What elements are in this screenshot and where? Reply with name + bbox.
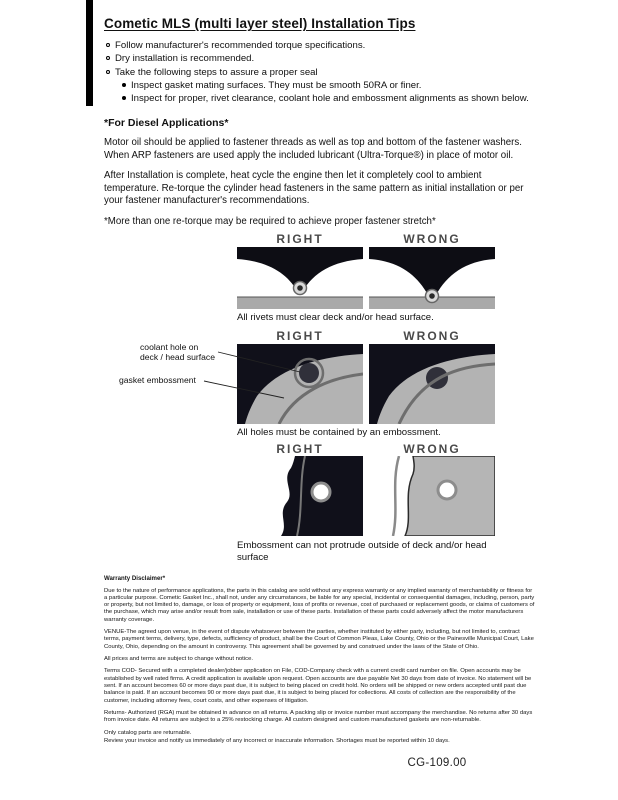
legal-paragraph: All prices and terms are subject to change without notice. bbox=[104, 656, 253, 663]
diesel-paragraph-2: After Installation is complete, heat cycle the engine then let it completely cool to ambient temperature. Re-torque the cylinder head fasteners in the same pattern as initial installation or per your fastener manufacturer's recommendations. bbox=[104, 170, 524, 206]
diesel-heading: *For Diesel Applications* bbox=[104, 117, 229, 130]
tip-sub-text: Inspect gasket mating surfaces. They must be smooth 50RA or finer. bbox=[131, 79, 422, 91]
tip-text: Take the following steps to assure a proper seal bbox=[115, 66, 318, 78]
diagram-rivet-wrong bbox=[369, 247, 495, 309]
deck-surface bbox=[237, 297, 363, 309]
coolant-hole bbox=[299, 363, 319, 383]
tip-sub-item bbox=[120, 93, 540, 105]
wrong-label-row3: WRONG bbox=[403, 442, 461, 456]
callout-embossment: gasket embossment bbox=[119, 375, 196, 385]
caption-holes: All holes must be contained by an embossment. bbox=[237, 427, 441, 438]
legal-paragraph: Terms COD- Secured with a completed dealer/jobber application on File, COD-Company check with a current credit card number on file. Open accounts may be established by well rated firms. A credit application is available upon request. Open accounts are due payable Net 30 days from date of invoice. No statement will be sent. If an account becomes 60 or more days past due, it is subject to being placed on credit hold. No orders will be shipped or new orders accepted until past due balance is paid. If an account becomes 90 or more days past due, it is subject to being placed for collections. All costs of collection are the responsibility of the customer, including attorney fees, court costs, and other expenses of litigation. bbox=[104, 668, 532, 704]
emboss-wrong-illustration bbox=[369, 456, 495, 536]
circle-bullet-marker bbox=[106, 70, 110, 74]
diagram-rivet-right bbox=[237, 247, 363, 309]
circle-bullet-marker bbox=[106, 43, 110, 47]
retorque-note: *More than one re-torque may be required to achieve proper fastener stretch* bbox=[104, 216, 436, 228]
legal-section bbox=[104, 575, 536, 750]
tip-text: Dry installation is recommended. bbox=[115, 53, 255, 65]
tip-item bbox=[104, 67, 540, 79]
hole-wrong-illustration bbox=[369, 344, 495, 424]
right-label-row3: RIGHT bbox=[276, 442, 324, 456]
legal-paragraph: Returns- Authorized (RGA) must be obtained in advance on all returns. A packing slip or invoice number must accompany the merchandise. No returns after 30 days from invoice date. All returns are subject to a 25% restocking charge. All custom designed and custom manufactured gaskets are non-returnable. bbox=[104, 709, 533, 724]
tip-item bbox=[104, 53, 540, 65]
dot-bullet-marker bbox=[122, 96, 126, 100]
wrong-label-row1: WRONG bbox=[403, 232, 461, 246]
binding-strip bbox=[86, 0, 93, 106]
bolt-hole bbox=[312, 483, 330, 501]
hole-right-illustration bbox=[237, 344, 363, 424]
legal-paragraph: Only catalog parts are returnable. bbox=[104, 729, 192, 736]
legal-paragraph: Due to the nature of performance applications, the parts in this catalog are sold without any express warranty or any implied warranty of merchantability or fitness for a particular purpose. Cometic Gasket Inc., shall not, under any circumstances, be liable for any special, incidental or consequential damages, including, person, party or property, but not limited to, damage, or loss of property or equipment, loss of profits or revenue, cost of purchased or replacement goods, or claims of customers of the purchase, which may arise and/or result from sale, installation or use of these parts. Installation of these parts could adversely affect the motor manufacturers warranty coverage. bbox=[104, 587, 535, 623]
caption-rivets: All rivets must clear deck and/or head surface. bbox=[237, 312, 434, 323]
bolt-hole bbox=[438, 481, 456, 499]
legal-paragraph: VENUE-The agreed upon venue, in the event of dispute whatsoever between the parties, whether instituted by either party, including, but not limited to, contract terms, payment terms, delivery, type, defects, sufficiency of product, shall be the Court of Common Pleas, Lake County, Ohio or the Painesville Municipal Court, Lake County, Ohio, depending on the amount in controversy. This agreement shall be governed by and construed under the laws of the State of Ohio. bbox=[104, 629, 534, 650]
page-title: Cometic MLS (multi layer steel) Installation Tips bbox=[104, 16, 416, 31]
tip-item bbox=[104, 40, 540, 52]
callout-coolant-hole bbox=[140, 342, 222, 363]
catalog-page-code: CG-109.00 bbox=[407, 757, 467, 769]
tip-text: Follow manufacturer's recommended torque specifications. bbox=[115, 40, 366, 51]
diagram-emboss-right bbox=[237, 456, 363, 536]
right-label-row2: RIGHT bbox=[276, 329, 324, 343]
right-label-row1: RIGHT bbox=[276, 232, 324, 246]
diagram-hole-wrong bbox=[369, 344, 495, 424]
rivet-wrong-illustration bbox=[369, 247, 495, 309]
rivet-right-illustration bbox=[237, 247, 363, 309]
tip-sub-text: Inspect for proper, rivet clearance, coolant hole and embossment alignments as shown below. bbox=[131, 93, 529, 105]
callout-text: deck / head surface bbox=[140, 352, 216, 363]
legal-paragraph: Review your invoice and notify us immediately of any incorrect or inaccurate information. Shortages must be reported within 10 days. bbox=[104, 737, 450, 744]
legal-heading: Warranty Disclaimer* bbox=[104, 575, 166, 582]
wrong-label-row2: WRONG bbox=[403, 329, 461, 343]
callout-text: coolant hole on bbox=[140, 342, 199, 352]
circle-bullet-marker bbox=[106, 56, 110, 60]
emboss-right-illustration bbox=[237, 456, 363, 536]
dot-bullet-marker bbox=[122, 83, 126, 87]
intro-section bbox=[104, 16, 540, 227]
caption-embossment: Embossment can not protrude outside of deck and/or head surface bbox=[237, 540, 487, 563]
diagram-hole-right bbox=[237, 344, 363, 424]
diagram-emboss-wrong bbox=[369, 456, 495, 536]
tip-sub-item bbox=[120, 80, 540, 92]
diesel-paragraph-1: Motor oil should be applied to fastener threads as well as top and bottom of the fastener washers. When ARP fasteners are used apply the included lubricant (Ultra-Torque®) in place of motor oil. bbox=[104, 137, 522, 161]
